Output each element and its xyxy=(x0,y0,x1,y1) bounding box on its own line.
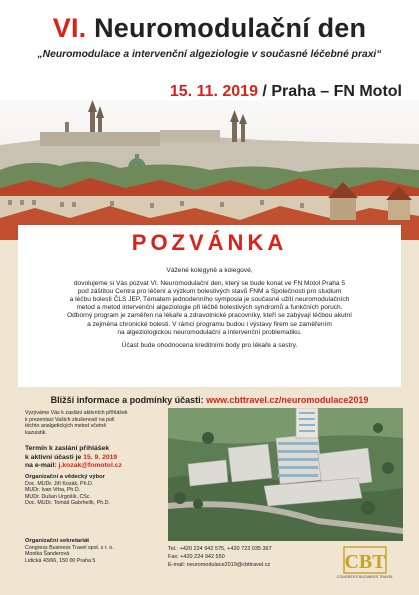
cbt-logo-mark xyxy=(330,545,400,575)
invitation-text xyxy=(28,267,391,350)
event-subtitle: „Neuromodulace a intervenční algeziologie v současné léčebné praxi“ xyxy=(37,49,382,60)
event-title xyxy=(0,14,419,42)
cbt-logo xyxy=(330,545,400,585)
committee-member: MUDr. Dušan Urgošík, CSc. xyxy=(25,493,91,500)
paragraph-line: pod záštitou Centra pro léčení a výzkum bolestivých stavů FNM a Společnosti pro studium xyxy=(77,288,342,296)
secretariat-block xyxy=(25,538,114,564)
contact-block xyxy=(168,545,272,569)
info-label: Bližší informace a podmínky účasti: xyxy=(50,395,204,405)
info-url-link[interactable]: www.cbttravel.cz/neuromodulace2019 xyxy=(206,395,369,405)
committee-member: Doc. MUDr. Tomáš Gabrhelík, Ph.D. xyxy=(25,500,110,507)
deadline-line xyxy=(25,454,122,463)
paragraph-line: Odborný program je zaměřen na lékaře a zdravotnické pracovníky, kteří se zabývají léčbou akutní xyxy=(66,312,352,320)
intro-line: Vyzýváme Vás k zaslání aktivních příhlášek xyxy=(25,410,128,416)
logo-letters: CBT xyxy=(344,551,386,573)
secretariat-line: Lidická 43/66, 150 00 Praha 5 xyxy=(25,557,96,564)
intro-line: těchto analgetických metod včetně xyxy=(25,423,107,430)
deadline-date: 15. 9. 2019 xyxy=(83,453,118,461)
event-dateline xyxy=(170,83,402,101)
submission-email-link[interactable]: j.kozak@fnmotol.cz xyxy=(58,462,122,469)
deadline-block xyxy=(25,445,122,471)
event-edition: VI. xyxy=(52,13,87,43)
committee-block xyxy=(25,474,110,507)
secretariat-line: Monika Šanderová xyxy=(25,551,70,558)
committee-title: Organizační a vědecký výbor xyxy=(25,474,105,480)
contact-tel: Tel.: +420 224 942 575, +420 723 035 367 xyxy=(168,546,272,552)
greeting: Vážené kolegyně a kolegové, xyxy=(166,267,253,274)
paragraph-line: a zejména chronické bolesti. V rámci programu budou i výstavy firem se zaměřením xyxy=(87,320,332,328)
prague-skyline-photo xyxy=(0,100,419,240)
paragraph-line: metod a metod intervenční algeziologie při léčbě bolestivých syndromů a funkčních poruch. xyxy=(76,304,343,312)
paragraph-line: a léčbu bolesti ČLS JEP. Tématem jednodenního symposia je současné užití neuromodulačních xyxy=(69,296,350,304)
invitation-heading: POZVÁNKA xyxy=(131,230,288,255)
email-label: na e-mail: xyxy=(25,462,57,469)
info-line xyxy=(0,395,419,405)
invitation-box xyxy=(18,225,401,387)
contact-email-link[interactable]: E-mail: neuromodulace2019@cbttravel.cz xyxy=(168,562,271,568)
deadline-label2: k aktivní účasti je xyxy=(25,453,82,461)
committee-member: Doc. MUDr. Jiří Kozák, Ph.D. xyxy=(25,480,94,487)
committee-member: MUDr. Ivan Vrba, Ph.D. xyxy=(25,487,81,494)
event-date: 15. 11. 2019 xyxy=(169,83,258,100)
email-line xyxy=(25,462,122,471)
paragraph-line: na algeziologickou neuromodulační a intervenční problematiku. xyxy=(117,328,302,336)
submission-intro xyxy=(25,410,128,436)
logo-tagline: CONGRESS BUSINESS TRAVEL xyxy=(336,575,394,579)
secretariat-line: Congress Business Travel spol. s r. o. xyxy=(25,544,114,551)
event-name: Neuromodulační den xyxy=(94,13,367,43)
deadline-label: Termín k zaslání přihlášek xyxy=(25,445,110,452)
secretariat-title: Organizační sekretariát xyxy=(25,538,90,544)
contact-fax: Fax: +420 224 942 550 xyxy=(168,554,225,560)
intro-line: kazuistik. xyxy=(25,429,47,436)
paragraph-line: dovolujeme si Vás pozvat VI. Neuromodulační den, který se bude konat ve FN Motol Praha 5 xyxy=(73,280,346,288)
intro-line: k prezentaci Vašich zkušeností na poli xyxy=(25,416,115,423)
credits-note: Účast bude ohodnocena kreditními body pro lékaře a sestry. xyxy=(121,341,298,349)
hospital-aerial-photo xyxy=(168,408,403,541)
event-location: / Praha – FN Motol xyxy=(262,83,402,100)
